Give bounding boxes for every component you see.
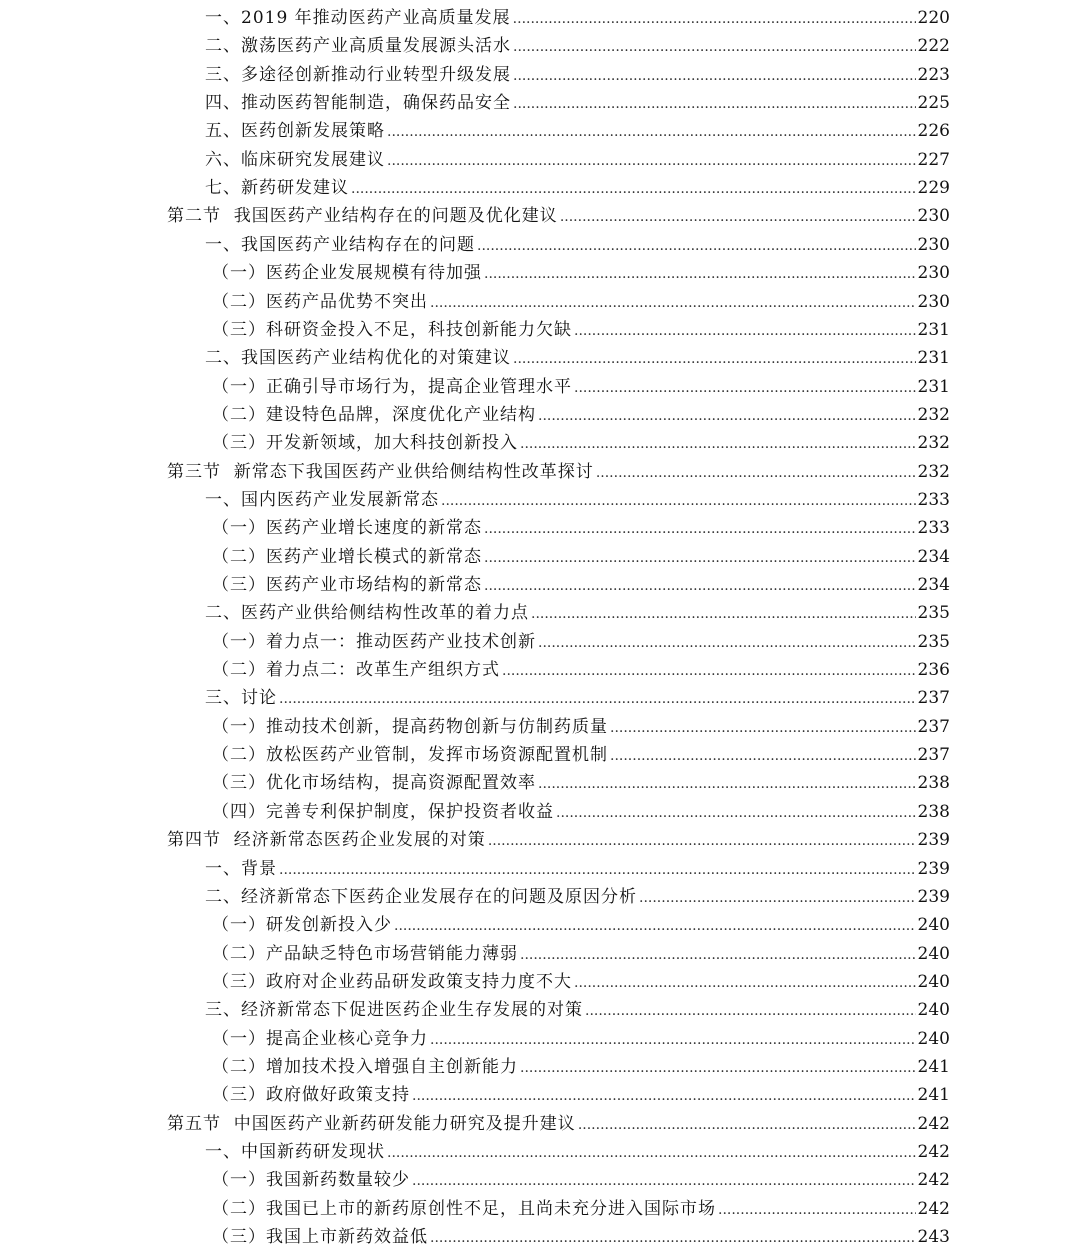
dot-leader (574, 322, 916, 340)
toc-entry[interactable] (212, 709, 950, 737)
dot-leader (279, 690, 916, 708)
toc-entry-page-number: 230 (917, 291, 950, 312)
dot-leader (387, 1144, 916, 1162)
toc-entry-page-number: 232 (917, 404, 950, 425)
toc-entry-title: （一）研发创新投入少 (212, 915, 392, 936)
toc-entry-title: 一、背景 (205, 858, 277, 879)
toc-entry-title: （二）增加技术投入增强自主创新能力 (212, 1056, 518, 1077)
dot-leader (556, 804, 916, 822)
toc-entry-page-number: 225 (917, 93, 950, 114)
toc-entry[interactable] (205, 851, 950, 879)
toc-entry-page-number: 234 (917, 546, 950, 567)
toc-entry-page-number: 239 (917, 830, 950, 851)
toc-entry-page-number: 237 (917, 745, 950, 766)
toc-entry[interactable] (212, 567, 950, 595)
toc-entry[interactable] (212, 1191, 950, 1219)
toc-entry-page-number: 231 (917, 348, 950, 369)
toc-entry[interactable] (212, 964, 950, 992)
toc-entry[interactable] (205, 85, 950, 113)
toc-entry[interactable] (205, 57, 950, 85)
toc-entry-page-number: 238 (917, 801, 950, 822)
toc-entry-page-number: 243 (917, 1227, 950, 1248)
toc-entry-page-number: 240 (917, 1028, 950, 1049)
dot-leader (441, 492, 916, 510)
dot-leader (513, 38, 916, 56)
dot-leader (430, 294, 916, 312)
dot-leader (639, 889, 916, 907)
toc-entry[interactable] (167, 454, 950, 482)
toc-entry-title: （一）提高企业核心竞争力 (212, 1028, 428, 1049)
toc-entry-title: （二）医药产业增长模式的新常态 (212, 546, 482, 567)
dot-leader (520, 435, 916, 453)
toc-entry-title: 七、新药研发建议 (205, 178, 349, 199)
dot-leader (520, 946, 916, 964)
toc-entry-title: （一）我国新药数量较少 (212, 1170, 410, 1191)
toc-entry-page-number: 240 (917, 943, 950, 964)
dot-leader (351, 180, 916, 198)
toc-entry[interactable] (212, 936, 950, 964)
dot-leader (430, 1229, 916, 1247)
toc-entry[interactable] (212, 1077, 950, 1105)
toc-entry[interactable] (205, 340, 950, 368)
dot-leader (574, 379, 916, 397)
toc-entry[interactable] (212, 539, 950, 567)
dot-leader (538, 775, 916, 793)
toc-entry[interactable] (212, 312, 950, 340)
toc-entry-page-number: 230 (917, 263, 950, 284)
toc-entry[interactable] (205, 680, 950, 708)
toc-entry-page-number: 237 (917, 688, 950, 709)
toc-entry-page-number: 235 (917, 631, 950, 652)
toc-entry-title: 二、经济新常态下医药企业发展存在的问题及原因分析 (205, 886, 637, 907)
toc-entry-page-number: 239 (917, 858, 950, 879)
toc-entry-page-number: 239 (917, 886, 950, 907)
toc-entry-page-number: 242 (917, 1198, 950, 1219)
toc-entry-title: （三）我国上市新药效益低 (212, 1227, 428, 1248)
toc-entry-page-number: 237 (917, 716, 950, 737)
toc-entry[interactable] (167, 1106, 950, 1134)
dot-leader (394, 917, 916, 935)
toc-entry-title: 一、中国新药研发现状 (205, 1142, 385, 1162)
toc-entry-title: 三、多途径创新推动行业转型升级发展 (205, 64, 511, 85)
toc-entry-page-number: 229 (917, 178, 950, 199)
toc-entry[interactable] (205, 992, 950, 1020)
toc-entry-title: 三、讨论 (205, 688, 277, 709)
toc-entry-title: （二）我国已上市的新药原创性不足，且尚未充分进入国际市场 (212, 1198, 716, 1219)
toc-entry-title: 二、我国医药产业结构优化的对策建议 (205, 348, 511, 369)
toc-entry-page-number: 226 (917, 121, 950, 142)
dot-leader (484, 549, 916, 567)
toc-entry[interactable] (212, 1021, 950, 1049)
toc-entry-page-number: 227 (917, 149, 950, 170)
toc-entry[interactable] (212, 397, 950, 425)
dot-leader (610, 719, 916, 737)
dot-leader (531, 605, 916, 623)
toc-entry[interactable] (212, 765, 950, 793)
toc-entry[interactable] (212, 1162, 950, 1190)
dot-leader (279, 861, 916, 879)
dot-leader (538, 634, 916, 652)
toc-entry[interactable] (212, 284, 950, 312)
toc-entry-title: 第五节 中国医药产业新药研发能力研究及提升建议 (167, 1113, 576, 1134)
toc-entry[interactable] (205, 595, 950, 623)
toc-entry-page-number: 230 (917, 206, 950, 227)
toc-entry-page-number: 236 (917, 660, 950, 681)
toc-entry-title: （二）产品缺乏特色市场营销能力薄弱 (212, 943, 518, 964)
toc-entry-title: 一、2019 年推动医药产业高质量发展 (205, 8, 511, 28)
toc-entry-page-number: 234 (917, 575, 950, 595)
toc-entry[interactable] (212, 1219, 950, 1247)
toc-entry[interactable] (212, 510, 950, 538)
dot-leader (578, 1116, 916, 1134)
dot-leader (520, 1059, 916, 1077)
dot-leader (513, 95, 916, 113)
toc-entry-page-number: 223 (917, 64, 950, 85)
toc-entry[interactable] (212, 624, 950, 652)
toc-entry-page-number: 242 (917, 1170, 950, 1191)
toc-entry-title: （二）放松医药产业管制，发挥市场资源配置机制 (212, 745, 608, 766)
dot-leader (585, 1002, 916, 1020)
toc-entry-page-number: 220 (917, 8, 950, 28)
toc-entry[interactable] (205, 227, 950, 255)
toc-entry-title: （一）着力点一：推动医药产业技术创新 (212, 631, 536, 652)
dot-leader (596, 464, 916, 482)
toc-entry-page-number: 233 (917, 489, 950, 510)
toc-entry-title: 三、经济新常态下促进医药企业生存发展的对策 (205, 1000, 583, 1021)
toc-entry-title: （三）科研资金投入不足，科技创新能力欠缺 (212, 319, 572, 340)
toc-entry-title: （一）推动技术创新，提高药物创新与仿制药质量 (212, 716, 608, 737)
toc-entry[interactable] (212, 907, 950, 935)
toc-entry-title: （二）着力点二：改革生产组织方式 (212, 660, 500, 681)
toc-entry-title: （一）正确引导市场行为，提高企业管理水平 (212, 376, 572, 397)
dot-leader (718, 1201, 916, 1219)
toc-entry-title: 二、医药产业供给侧结构性改革的着力点 (205, 603, 529, 624)
toc-entry-title: 一、国内医药产业发展新常态 (205, 489, 439, 510)
toc-entry-title: 四、推动医药智能制造，确保药品安全 (205, 93, 511, 114)
toc-entry-title: 二、激荡医药产业高质量发展源头活水 (205, 36, 511, 57)
dot-leader (412, 1087, 916, 1105)
toc-entry-page-number: 231 (917, 376, 950, 397)
toc-entry[interactable] (205, 142, 950, 170)
toc-entry-page-number: 241 (917, 1056, 950, 1077)
toc-entry[interactable] (167, 198, 950, 226)
toc-entry-title: 第三节 新常态下我国医药产业供给侧结构性改革探讨 (167, 461, 594, 482)
toc-entry-title: （二）建设特色品牌，深度优化产业结构 (212, 404, 536, 425)
toc-entry-page-number: 240 (917, 915, 950, 936)
toc-entry-page-number: 233 (917, 518, 950, 539)
toc-entry-page-number: 242 (917, 1113, 950, 1134)
toc-entry-page-number: 235 (917, 603, 950, 624)
toc-entry[interactable] (205, 113, 950, 141)
dot-leader (484, 520, 916, 538)
toc-entry[interactable] (212, 652, 950, 680)
toc-entry[interactable] (212, 255, 950, 283)
toc-entry-page-number: 222 (917, 36, 950, 57)
toc-entry-page-number: 240 (917, 971, 950, 992)
toc-entry[interactable] (167, 822, 950, 850)
dot-leader (502, 662, 916, 680)
toc-entry[interactable] (212, 1049, 950, 1077)
dot-leader (387, 152, 916, 170)
toc-entry-page-number: 230 (917, 234, 950, 255)
dot-leader (513, 10, 916, 28)
dot-leader (513, 350, 916, 368)
toc-entry-title: 五、医药创新发展策略 (205, 121, 385, 142)
toc-entry[interactable] (212, 369, 950, 397)
toc-entry[interactable] (212, 737, 950, 765)
toc-entry-title: （三）开发新领域，加大科技创新投入 (212, 433, 518, 454)
toc-entry-title: （三）优化市场结构，提高资源配置效率 (212, 773, 536, 794)
toc-entry[interactable] (205, 482, 950, 510)
toc-entry-page-number: 232 (917, 461, 950, 482)
toc-entry[interactable] (205, 28, 950, 56)
toc-entry-title: （三）医药产业市场结构的新常态 (212, 575, 482, 595)
toc-entry-page-number: 240 (917, 1000, 950, 1021)
dot-leader (430, 1031, 916, 1049)
toc-entry[interactable] (205, 170, 950, 198)
dot-leader (484, 577, 916, 595)
toc-entry[interactable] (212, 425, 950, 453)
toc-entry[interactable] (212, 794, 950, 822)
toc-entry-title: 第二节 我国医药产业结构存在的问题及优化建议 (167, 206, 558, 227)
dot-leader (484, 265, 916, 283)
dot-leader (610, 747, 916, 765)
dot-leader (538, 407, 916, 425)
toc-entry-title: （三）政府做好政策支持 (212, 1085, 410, 1106)
dot-leader (412, 1172, 916, 1190)
toc-entry-page-number: 241 (917, 1085, 950, 1106)
dot-leader (477, 237, 916, 255)
toc-entry-page-number: 242 (917, 1142, 950, 1162)
toc-entry-title: （一）医药产业增长速度的新常态 (212, 518, 482, 539)
toc-entry-title: （二）医药产品优势不突出 (212, 291, 428, 312)
toc-entry[interactable] (205, 1134, 950, 1162)
toc-entry[interactable] (205, 0, 950, 28)
toc-entry-page-number: 238 (917, 773, 950, 794)
toc-entry-title: 六、临床研究发展建议 (205, 149, 385, 170)
toc-entry-title: 一、我国医药产业结构存在的问题 (205, 234, 475, 255)
toc-entry-title: （三）政府对企业药品研发政策支持力度不大 (212, 971, 572, 992)
dot-leader (574, 974, 916, 992)
toc-entry-page-number: 231 (917, 319, 950, 340)
toc-entry-title: （一）医药企业发展规模有待加强 (212, 263, 482, 284)
dot-leader (560, 208, 916, 226)
toc-entry[interactable] (205, 879, 950, 907)
toc-entry-title: 第四节 经济新常态医药企业发展的对策 (167, 830, 486, 851)
toc-entry-page-number: 232 (917, 433, 950, 454)
dot-leader (488, 832, 916, 850)
dot-leader (513, 67, 916, 85)
toc-entry-title: （四）完善专利保护制度，保护投资者收益 (212, 801, 554, 822)
dot-leader (387, 123, 916, 141)
